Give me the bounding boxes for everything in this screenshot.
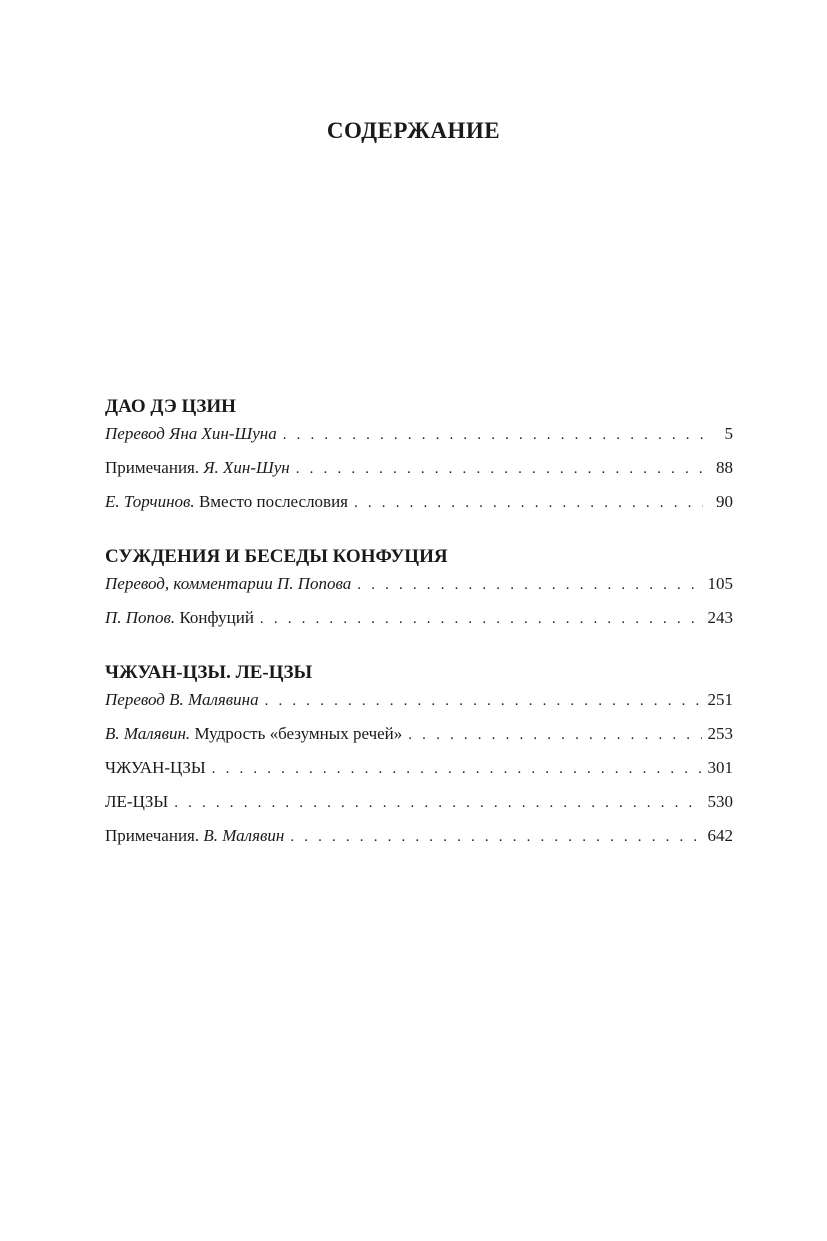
page-number: 253	[707, 724, 733, 743]
page-number: 105	[707, 574, 733, 593]
entry-title-regular: Мудрость «безумных речей»	[190, 724, 403, 743]
toc-section-zhuangzi-liezi	[105, 659, 733, 859]
page-number: 642	[707, 826, 733, 845]
toc-section-dao-de-jing	[105, 393, 733, 525]
page-number: 90	[716, 492, 733, 511]
toc-entry[interactable]	[105, 573, 733, 607]
page-number: 530	[707, 792, 733, 811]
page-title: СОДЕРЖАНИЕ	[326, 118, 501, 143]
dot-leader	[408, 724, 701, 746]
entry-title	[105, 457, 290, 479]
dot-leader	[290, 826, 701, 848]
toc-entry[interactable]	[105, 491, 733, 525]
entry-title-regular: Примечания.	[105, 826, 204, 845]
toc-entry[interactable]	[105, 423, 733, 457]
entry-title	[105, 689, 259, 711]
page-number: 5	[724, 424, 733, 443]
entry-title-regular: Примечания.	[105, 458, 204, 477]
page-number: 251	[707, 690, 733, 709]
page-number: 301	[707, 758, 733, 777]
entry-title	[105, 573, 351, 595]
entry-title-regular: ЧЖУАН-ЦЗЫ	[105, 758, 206, 777]
page-number: 243	[707, 608, 733, 627]
dot-leader	[212, 758, 702, 780]
toc-entry[interactable]	[105, 689, 733, 723]
entry-title	[105, 423, 277, 445]
dot-leader	[354, 492, 703, 514]
section-heading: ЧЖУАН-ЦЗЫ. ЛЕ-ЦЗЫ	[105, 662, 313, 683]
toc-entry[interactable]	[105, 757, 733, 791]
entry-title-italic: В. Малявин.	[105, 724, 191, 743]
dot-leader	[174, 792, 701, 814]
dot-leader	[260, 608, 702, 630]
entry-title-italic: Е. Торчинов.	[105, 492, 195, 511]
dot-leader	[283, 424, 703, 446]
toc-entry[interactable]	[105, 457, 733, 491]
toc-entry[interactable]	[105, 723, 733, 757]
entry-title-italic: П. Попов.	[105, 608, 176, 627]
section-heading: ДАО ДЭ ЦЗИН	[105, 396, 236, 417]
toc-section-analects	[105, 543, 733, 641]
entry-title-regular: Вместо послесловия	[194, 492, 348, 511]
entry-title-regular: Конфуций	[175, 608, 254, 627]
entry-title	[105, 791, 168, 813]
dot-leader	[296, 458, 703, 480]
dot-leader	[265, 690, 702, 712]
toc-entry[interactable]	[105, 825, 733, 859]
table-of-contents	[105, 393, 733, 877]
entry-title	[105, 757, 206, 779]
entry-title	[105, 825, 284, 847]
entry-title-regular: ЛЕ-ЦЗЫ	[105, 792, 169, 811]
toc-entry[interactable]	[105, 791, 733, 825]
dot-leader	[357, 574, 701, 596]
entry-title-italic: Перевод, комментарии П. Попова	[105, 574, 352, 593]
toc-entry[interactable]	[105, 607, 733, 641]
page-number: 88	[716, 458, 733, 477]
section-heading: СУЖДЕНИЯ И БЕСЕДЫ КОНФУЦИЯ	[105, 546, 448, 567]
entry-title-italic: Я. Хин-Шун	[203, 458, 290, 477]
entry-title-italic: В. Малявин	[203, 826, 285, 845]
entry-title	[105, 491, 348, 513]
entry-title	[105, 607, 254, 629]
entry-title	[105, 723, 402, 745]
entry-title-italic: Перевод В. Малявина	[105, 690, 259, 709]
entry-title-italic: Перевод Яна Хин-Шуна	[105, 424, 277, 443]
